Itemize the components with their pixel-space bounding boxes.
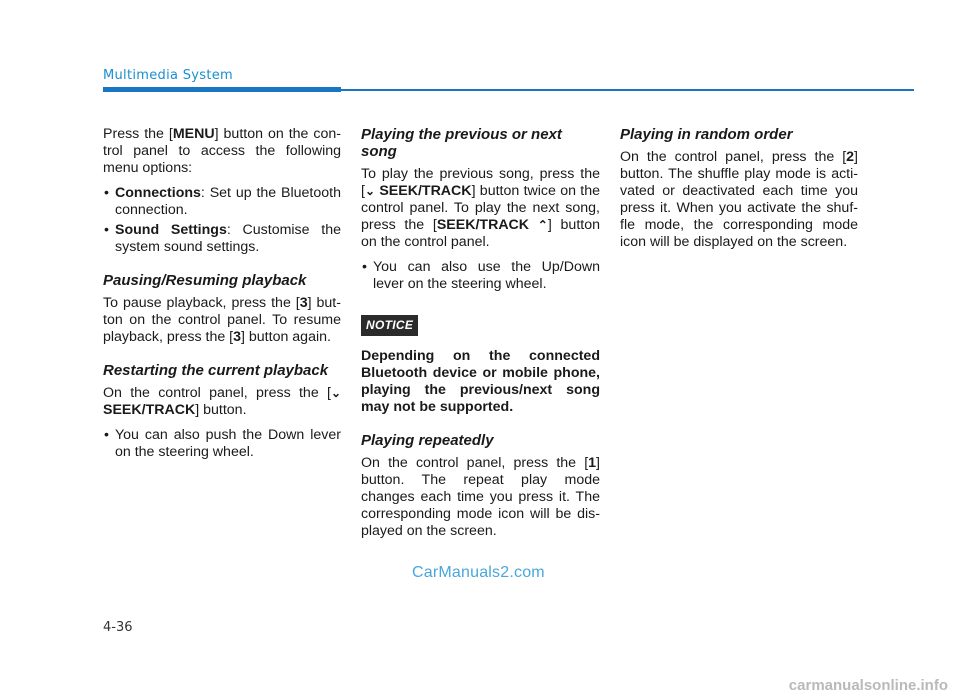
header-rule-thin: [341, 89, 914, 91]
list-item: • You can also push the Down lever on the steering wheel.: [103, 427, 341, 461]
chevron-down-icon: ⌄: [364, 184, 376, 198]
section-title: Multimedia System: [103, 68, 233, 83]
menu-key: MENU: [172, 126, 215, 142]
watermark-link[interactable]: CarManuals2.com: [412, 564, 545, 581]
options-list: [103, 185, 341, 256]
list-item: • You can also use the Up/Down lever on the steering wheel.: [361, 259, 600, 293]
previous-next-paragraph: To play the previous song, press the [⌄ SEEK/TRACK] button twice on the control panel. To play the next song, press the [SEEK/TRACK ⌃] button on the control panel.: [361, 166, 601, 250]
column-1: [103, 126, 341, 469]
page-number: 4-36: [103, 620, 133, 635]
list-item: • Connections: Set up the Bluetooth connection.: [103, 185, 341, 219]
footer-watermark: carmanualsonline.info: [788, 677, 948, 694]
repeat-paragraph: On the control panel, press the [1] button. The repeat play mode changes each time you press it. The corresponding mode icon will be dis-played on the screen.: [361, 455, 600, 539]
notice-text: Depending on the connected Bluetooth device or mobile phone, playing the previous/next song may not be supported.: [361, 348, 600, 415]
heading-previous-next: Playing the previous or next song: [361, 126, 562, 160]
heading-pausing: Pausing/Resuming playback: [103, 272, 307, 289]
list-item: • Sound Settings: Customise the system sound settings.: [103, 222, 341, 256]
intro-paragraph: Press the [MENU] button on the con-trol panel to access the following menu options:: [103, 126, 341, 176]
heading-repeat: Playing repeatedly: [361, 432, 494, 449]
previous-next-list: [361, 259, 600, 293]
header-rule-thick: [103, 87, 341, 92]
random-paragraph: On the control panel, press the [2] button. The shuffle play mode is acti-vated or deactivated each time you press it. When you activate the shuf-fle mode, the corresponding mode icon will be displayed on the screen.: [620, 149, 858, 250]
notice-badge: NOTICE: [361, 315, 418, 336]
column-3: [620, 126, 858, 259]
chevron-up-icon: ⌃: [537, 218, 548, 232]
restarting-list: [103, 427, 341, 461]
pausing-paragraph: To pause playback, press the [3] but-ton on the control panel. To resume playback, press the [3] button again.: [103, 295, 341, 345]
heading-random: Playing in random order: [620, 126, 793, 143]
chevron-down-icon: ⌄: [330, 386, 341, 400]
restarting-paragraph: On the control panel, press the [⌄ SEEK/TRACK] button.: [103, 385, 341, 418]
column-2: [361, 126, 600, 548]
heading-restarting: Restarting the current playback: [103, 362, 329, 379]
